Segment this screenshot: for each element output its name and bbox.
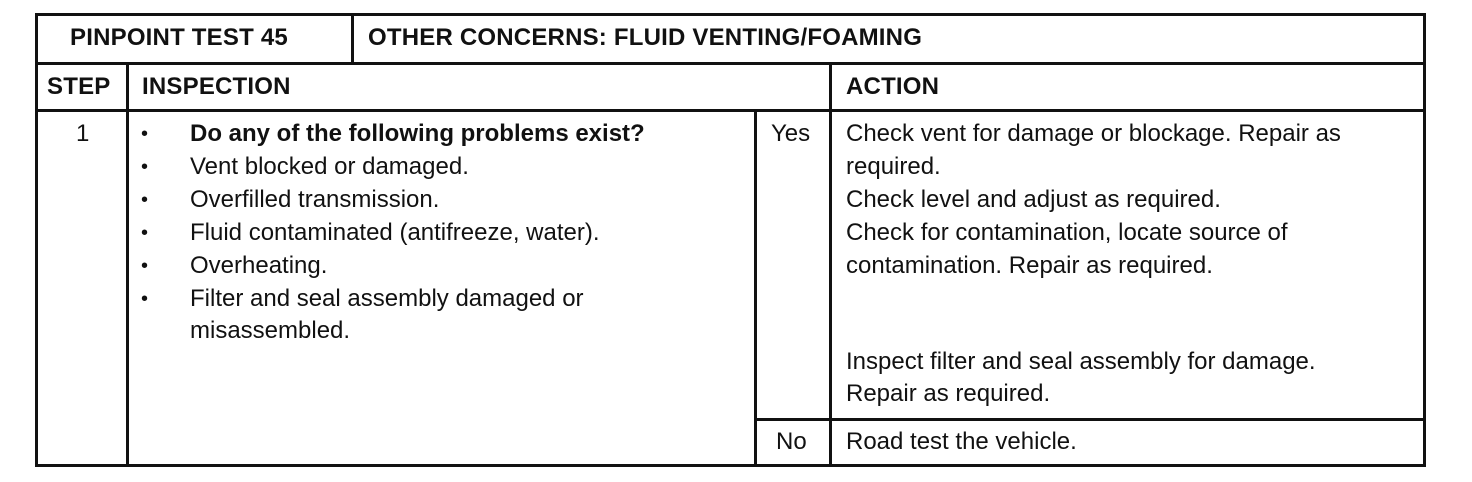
inspection-item: Fluid contaminated (antifreeze, water).: [190, 219, 600, 246]
no-action: Road test the vehicle.: [846, 428, 1077, 455]
test-title: OTHER CONCERNS: FLUID VENTING/FOAMING: [368, 24, 923, 51]
yes-action-line: Check for contamination, locate source of: [846, 219, 1288, 246]
bullet-icon: •: [141, 255, 149, 277]
bullet-icon: •: [141, 156, 149, 178]
step-header: STEP: [47, 73, 111, 100]
yes-action-line: Inspect filter and seal assembly for damage.: [846, 348, 1316, 375]
test-number: PINPOINT TEST 45: [70, 24, 288, 51]
bullet-icon: •: [141, 222, 149, 244]
inspection-item: Overfilled transmission.: [190, 186, 440, 213]
step-number: 1: [76, 120, 90, 147]
inspection-header: INSPECTION: [142, 73, 291, 100]
inspection-item: Filter and seal assembly damaged or: [190, 285, 584, 312]
yes-no-divider: [754, 418, 1426, 421]
step-column-divider: [126, 62, 129, 467]
yes-action-line: contamination. Repair as required.: [846, 252, 1213, 279]
no-label: No: [776, 428, 807, 455]
yes-action-line: Repair as required.: [846, 380, 1051, 407]
yes-action-line: Check vent for damage or blockage. Repair as: [846, 120, 1341, 147]
inspection-item-continued: misassembled.: [190, 317, 351, 344]
title-row-divider: [35, 62, 1426, 65]
bullet-icon: •: [141, 123, 149, 145]
inspection-item: Overheating.: [190, 252, 328, 279]
header-row-divider: [35, 109, 1426, 112]
yes-action-line: Check level and adjust as required.: [846, 186, 1221, 213]
bullet-icon: •: [141, 288, 149, 310]
answer-column-divider: [754, 110, 757, 467]
inspection-item: Vent blocked or damaged.: [190, 153, 469, 180]
action-header: ACTION: [846, 73, 940, 100]
title-column-divider: [351, 13, 354, 63]
inspection-question: Do any of the following problems exist?: [190, 120, 645, 147]
bullet-icon: •: [141, 189, 149, 211]
action-column-divider: [829, 62, 832, 467]
yes-label: Yes: [771, 120, 811, 147]
yes-action-line: required.: [846, 153, 941, 180]
